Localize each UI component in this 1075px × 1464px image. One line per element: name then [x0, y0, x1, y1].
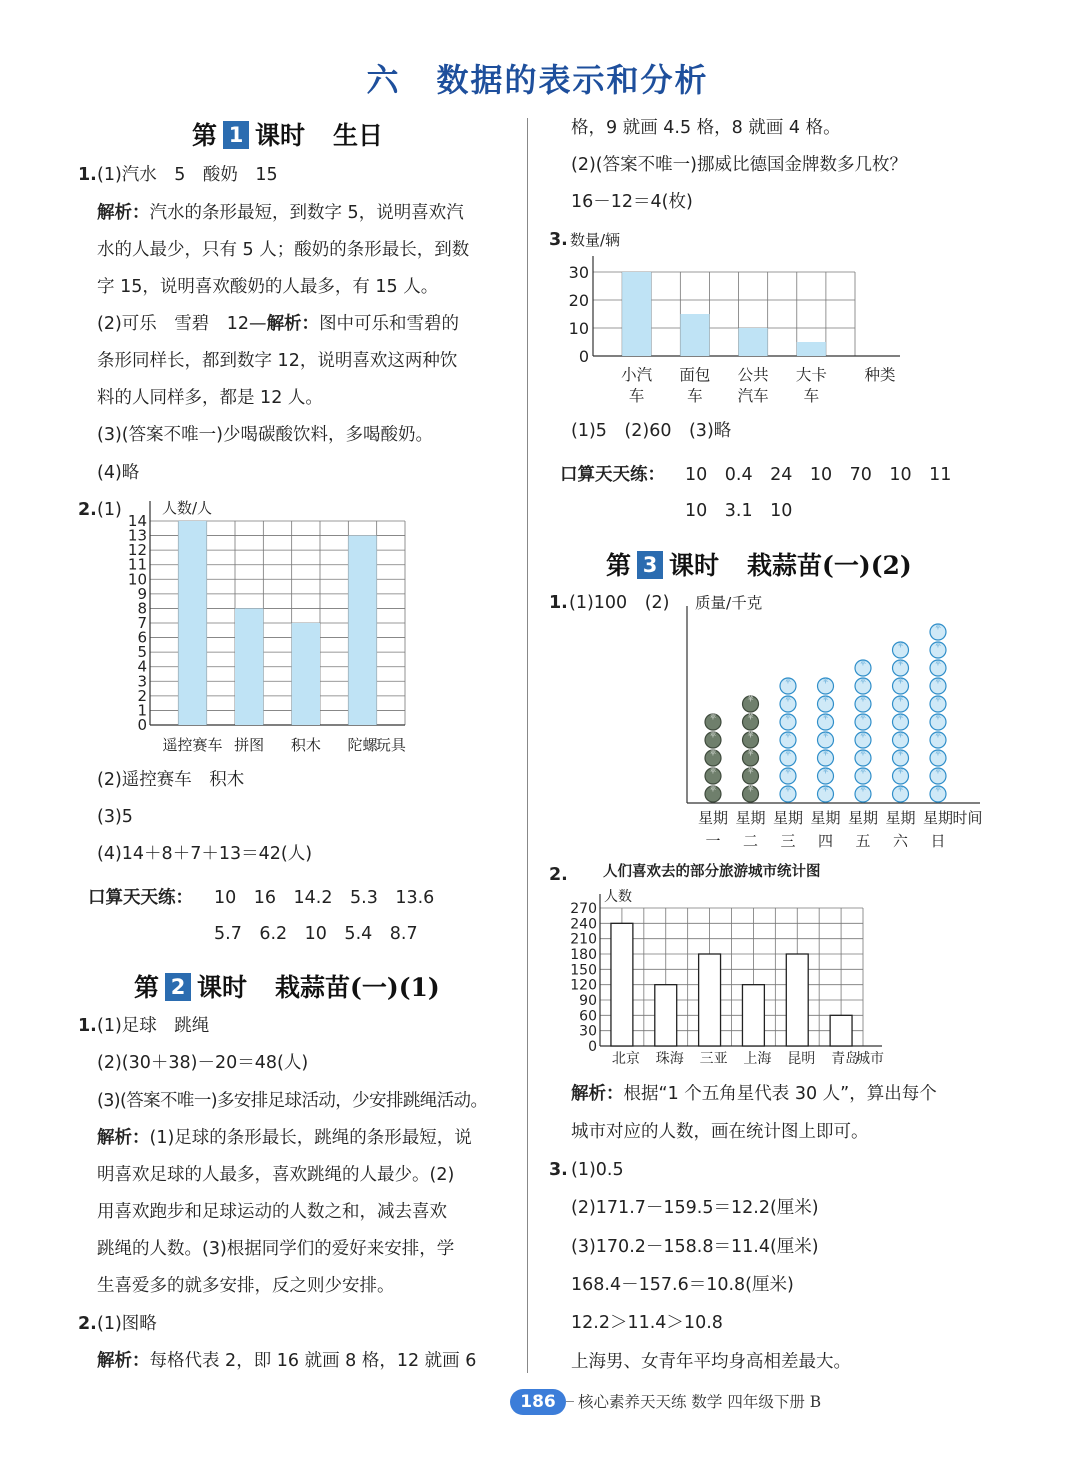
garlic-symbol-label: 苹	[897, 678, 904, 685]
chapter-title	[0, 55, 1075, 101]
y-tick-label: 120	[570, 977, 597, 994]
l1-q2-part1: (1)	[97, 500, 122, 520]
lesson3-name: 栽蒜苗(一)(2)	[747, 551, 912, 580]
analysis-label: 解析：	[97, 1128, 150, 1148]
lesson2-name: 栽蒜苗(一)(1)	[275, 973, 440, 1002]
lesson2-number-badge: 2	[165, 973, 191, 1001]
l2-q3-answer: (1)5 (2)60 (3)略	[571, 421, 732, 441]
l1-q1-analysis-line3: 字 15，说明喜欢酸奶的人最多，有 15 人。	[97, 277, 439, 297]
x-tick-label: 日	[930, 832, 946, 850]
bar-公共汽车	[739, 328, 768, 356]
garlic-symbol-label: 苹	[784, 732, 792, 739]
garlic-symbol-label: 苹	[934, 642, 942, 649]
y-tick-label: 0	[578, 347, 589, 366]
y-tick-label: 7	[137, 614, 147, 632]
y-tick-label: 150	[570, 962, 597, 979]
l1-q1-part2	[97, 314, 459, 335]
text-span: 根据“1 个五角星代表 30 人”，算出每个	[623, 1084, 937, 1104]
garlic-symbol-label: 苹	[784, 750, 792, 757]
city-bar-chart	[560, 858, 900, 1068]
x-tick-label: 三	[780, 832, 796, 850]
y-tick-label: 13	[127, 526, 147, 545]
x-tick-label: 汽车	[737, 387, 769, 405]
garlic-symbol-label: 苹	[709, 732, 717, 739]
bar-小汽车	[622, 272, 651, 356]
garlic-symbol-label: 苹	[747, 750, 754, 757]
l1-q1-analysis-line2: 水的人最少，只有 5 人；酸奶的条形最长，到数	[97, 240, 470, 260]
garlic-symbol-label: 苹	[859, 714, 867, 721]
l2-oral-row2: 10 3.1 10	[685, 501, 793, 521]
x-tick-label: 北京	[611, 1051, 640, 1067]
lesson1-pre: 第	[192, 121, 218, 150]
x-tick-label: 昆明	[787, 1051, 816, 1067]
y-tick-label: 1	[137, 701, 147, 720]
vehicle-bar-chart	[560, 226, 910, 412]
l2-q1-analysis-line3: 用喜欢跑步和足球运动的人数之和，减去喜欢	[97, 1202, 447, 1222]
y-tick-label: 0	[588, 1039, 597, 1055]
lesson1-heading	[192, 116, 383, 152]
garlic-symbol-label: 苹	[709, 786, 717, 793]
l3-q1-number: 1.	[549, 593, 568, 613]
bar-拼图	[235, 608, 263, 725]
x-tick-label: 公共	[737, 366, 769, 384]
y-axis-label: 质量/千克	[695, 594, 763, 612]
l2-oral-row1: 10 0.4 24 10 70 10 11	[685, 465, 952, 485]
garlic-symbol-label: 苹	[822, 714, 829, 721]
y-tick-label: 8	[137, 599, 147, 618]
y-tick-label: 10	[568, 319, 589, 338]
garlic-symbol-label: 苹	[934, 624, 942, 631]
garlic-symbol-label: 苹	[859, 660, 867, 667]
y-tick-label: 240	[570, 916, 597, 933]
lesson1-name: 生日	[333, 121, 384, 150]
garlic-symbol-label: 苹	[897, 768, 904, 775]
y-tick-label: 180	[570, 947, 597, 963]
chapter-number: 六	[366, 61, 401, 99]
garlic-symbol-label: 苹	[784, 768, 792, 775]
x-tick-label: 星期	[697, 809, 729, 827]
garlic-symbol-label: 苹	[859, 678, 867, 685]
lesson3-pre: 第	[606, 551, 632, 580]
garlic-symbol-label: 苹	[859, 750, 867, 757]
x-axis-label: 种类	[864, 366, 896, 384]
y-tick-label: 5	[137, 643, 147, 662]
x-tick-label: 陀螺	[347, 736, 378, 754]
bar-珠海	[655, 985, 677, 1046]
text-span: (2)可乐 雪碧 12—	[97, 314, 267, 334]
garlic-symbol-label: 苹	[897, 750, 904, 757]
bar-青岛	[830, 1015, 852, 1046]
l2-q2-part1: (1)图略	[97, 1314, 157, 1334]
l1-oral-row1: 10 16 14.2 5.3 13.6	[214, 888, 435, 908]
x-tick-label: 车	[628, 387, 645, 405]
lesson3-post: 课时	[669, 551, 720, 580]
text-line: 汽水的条形最短，到数字 5，说明喜欢汽	[149, 203, 464, 223]
x-tick-label: 车	[687, 387, 703, 405]
y-tick-label: 14	[127, 512, 147, 530]
x-tick-label: 四	[817, 832, 834, 850]
column-divider	[527, 118, 528, 1373]
y-tick-label: 3	[137, 672, 147, 691]
l2-q3-number: 3.	[549, 230, 568, 250]
garlic-symbol-label: 苹	[784, 786, 792, 793]
garlic-symbol-label: 苹	[822, 678, 829, 685]
l3-q1-part1: (1)100 (2)	[569, 593, 670, 613]
y-tick-label: 4	[137, 657, 147, 676]
y-tick-label: 10	[127, 570, 147, 589]
garlic-symbol-label: 苹	[822, 786, 829, 793]
l3-q3-number: 3.	[549, 1160, 568, 1180]
y-tick-label: 11	[127, 555, 147, 574]
bar-上海	[742, 985, 764, 1046]
l2-q1-analysis-line5: 生喜爱多的就多安排，反之则少安排。	[97, 1276, 395, 1296]
garlic-symbol-label: 苹	[709, 750, 717, 757]
l1-q1-analysis2-line1: 条形同样长，都到数字 12，说明喜欢这两种饮	[97, 351, 458, 371]
l1-q1-number: 1.	[78, 165, 97, 185]
l2-q1-part3: (3)(答案不唯一)多安排足球活动，少安排跳绳活动。	[97, 1091, 488, 1111]
x-tick-label: 星期	[772, 809, 804, 827]
y-tick-label: 6	[137, 628, 147, 647]
garlic-symbol-label: 苹	[934, 678, 942, 685]
garlic-symbol-label: 苹	[934, 732, 942, 739]
garlic-symbol-label: 苹	[934, 696, 942, 703]
l2-q1-analysis-line1	[97, 1128, 472, 1149]
x-tick-label: 星期	[922, 809, 954, 827]
garlic-symbol-label: 苹	[859, 768, 867, 775]
l2-q1-analysis-line4: 跳绳的人数。(3)根据同学们的爱好来安排，学	[97, 1239, 455, 1259]
y-tick-label: 30	[568, 263, 589, 282]
lesson2-post: 课时	[197, 973, 248, 1002]
text-span: 图中可乐和雪碧的	[319, 314, 460, 334]
l1-q1-part1: (1)汽水 5 酸奶 15	[97, 165, 278, 185]
l1-q1-analysis2-line2: 料的人同样多，都是 12 人。	[97, 388, 323, 408]
garlic-symbol-label: 苹	[784, 678, 792, 685]
garlic-symbol-label: 苹	[747, 732, 754, 739]
y-tick-label: 30	[579, 1023, 597, 1040]
l2-q1-part1: (1)足球 跳绳	[97, 1016, 210, 1036]
garlic-symbol-label: 苹	[822, 768, 829, 775]
bar-积木	[292, 623, 320, 725]
y-axis-label: 数量/辆	[570, 231, 621, 249]
y-tick-label: 270	[570, 901, 597, 917]
x-axis-label: 玩具	[375, 736, 406, 754]
garlic-symbol-label: 苹	[784, 714, 792, 721]
y-axis-label: 人数/人	[162, 499, 213, 517]
l1-q1-part3: (3)(答案不唯一)少喝碳酸饮料，多喝酸奶。	[97, 425, 433, 445]
page-number: 186	[510, 1389, 566, 1415]
x-tick-label: 星期	[885, 809, 916, 827]
y-axis-label: 人数	[604, 889, 632, 905]
footer-text: 核心素养天天练 数学 四年级下册 B	[578, 1393, 822, 1411]
l3-q2-analysis-line1	[571, 1084, 937, 1105]
lesson3-heading	[606, 546, 912, 582]
l3-q3-part4: 168.4－157.6＝10.8(厘米)	[571, 1275, 794, 1295]
garlic-symbol-label: 苹	[897, 696, 904, 703]
garlic-symbol-label: 苹	[934, 768, 942, 775]
garlic-pictograph	[680, 588, 1000, 850]
x-tick-label: 星期	[735, 809, 766, 827]
l1-q1-analysis-line1	[97, 203, 464, 224]
lesson1-number-badge: 1	[223, 121, 249, 149]
bar-北京	[611, 923, 633, 1046]
analysis-label: 解析：	[571, 1084, 624, 1104]
l2-q2-part2-answer: 16－12＝4(枚)	[571, 192, 693, 212]
garlic-symbol-label: 苹	[822, 732, 829, 739]
x-tick-label: 拼图	[234, 736, 265, 754]
chapter-name: 数据的表示和分析	[436, 61, 709, 99]
x-axis-label: 时间	[952, 809, 983, 827]
bar-大卡车	[797, 342, 826, 356]
l1-q2-number: 2.	[78, 500, 97, 520]
x-tick-label: 五	[855, 832, 871, 850]
l1-q2-part2: (2)遥控赛车 积木	[97, 770, 245, 790]
l3-q3-part1: (1)0.5	[571, 1160, 624, 1180]
garlic-symbol-label: 苹	[934, 714, 942, 721]
text-span: 每格代表 2，即 16 就画 8 格，12 就画 6	[149, 1351, 477, 1371]
garlic-symbol-label: 苹	[784, 696, 792, 703]
garlic-symbol-label: 苹	[934, 660, 942, 667]
x-tick-label: 二	[742, 832, 759, 850]
garlic-symbol-label: 苹	[897, 714, 904, 721]
l3-q3-part3: (3)170.2－158.8＝11.4(厘米)	[571, 1237, 819, 1257]
y-tick-label: 2	[137, 686, 147, 705]
garlic-symbol-label: 苹	[897, 642, 904, 649]
y-tick-label: 0	[137, 716, 147, 734]
analysis-label: 解析：	[266, 314, 320, 334]
chart-title: 人们喜欢去的部分旅游城市统计图	[603, 864, 821, 880]
garlic-symbol-label: 苹	[747, 786, 754, 793]
l1-q1-part4: (4)略	[97, 463, 140, 483]
garlic-symbol-label: 苹	[709, 714, 717, 721]
y-tick-label: 60	[579, 1008, 597, 1025]
l3-q2-number: 2.	[549, 865, 568, 885]
bar-面包车	[680, 314, 709, 356]
l2-oral-label: 口算天天练：	[560, 465, 665, 485]
bar-陀螺	[348, 536, 376, 725]
bar-三亚	[699, 954, 721, 1046]
x-tick-label: 三亚	[699, 1051, 728, 1067]
garlic-symbol-label: 苹	[822, 696, 829, 703]
l3-q2-analysis-line2: 城市对应的人数，画在统计图上即可。	[571, 1122, 869, 1142]
text-span: (1)足球的条形最长，跳绳的条形最短，说	[149, 1128, 472, 1148]
x-tick-label: 一	[705, 832, 721, 850]
garlic-symbol-label: 苹	[747, 768, 754, 775]
l2-q1-number: 1.	[78, 1016, 97, 1036]
y-tick-label: 90	[579, 993, 597, 1009]
bar-遥控赛车	[178, 521, 206, 725]
y-tick-label: 210	[570, 931, 597, 948]
l2-q2-number: 2.	[78, 1314, 97, 1334]
garlic-symbol-label: 苹	[859, 696, 867, 703]
garlic-symbol-label: 苹	[897, 660, 904, 667]
x-tick-label: 车	[803, 387, 820, 405]
garlic-symbol-label: 苹	[859, 732, 867, 739]
l3-q3-part5: 12.2＞11.4＞10.8	[571, 1313, 723, 1333]
garlic-symbol-label: 苹	[747, 696, 754, 703]
x-tick-label: 上海	[743, 1051, 772, 1067]
x-tick-label: 积木	[290, 736, 321, 754]
garlic-symbol-label: 苹	[709, 768, 717, 775]
garlic-symbol-label: 苹	[822, 750, 829, 757]
l2-q2-analysis-line1	[97, 1351, 476, 1372]
y-tick-label: 20	[568, 291, 589, 310]
x-tick-label: 大卡	[795, 366, 827, 384]
x-tick-label: 遥控赛车	[162, 736, 223, 754]
l3-q3-part6: 上海男、女青年平均身高相差最大。	[571, 1352, 851, 1372]
l2-q2-analysis-line2: 格，9 就画 4.5 格，8 就画 4 格。	[571, 118, 841, 138]
x-tick-label: 六	[892, 832, 909, 850]
bar-昆明	[786, 954, 808, 1046]
l1-q2-part4: (4)14＋8＋7＋13＝42(人)	[97, 844, 313, 864]
analysis-label: 解析：	[97, 203, 150, 223]
toy-bar-chart	[120, 496, 440, 758]
lesson2-pre: 第	[134, 973, 160, 1002]
l1-oral-label: 口算天天练：	[88, 888, 193, 908]
l1-oral-row2: 5.7 6.2 10 5.4 8.7	[214, 924, 418, 944]
x-axis-label: 城市	[855, 1051, 884, 1067]
l2-q1-part2: (2)(30＋38)－20＝48(人)	[97, 1053, 309, 1073]
x-tick-label: 青岛	[831, 1051, 860, 1067]
y-tick-label: 12	[127, 541, 147, 560]
l2-q1-analysis-line2: 明喜欢足球的人最多，喜欢跳绳的人最少。(2)	[97, 1165, 455, 1185]
garlic-symbol-label: 苹	[897, 786, 904, 793]
y-tick-label: 9	[137, 584, 147, 603]
x-tick-label: 小汽	[621, 366, 653, 384]
garlic-symbol-label: 苹	[859, 786, 867, 793]
lesson1-post: 课时	[255, 121, 306, 150]
lesson3-number-badge: 3	[637, 551, 663, 579]
x-tick-label: 面包	[679, 366, 711, 384]
footer-divider	[566, 1401, 574, 1402]
garlic-symbol-label: 苹	[747, 714, 754, 721]
lesson2-heading	[134, 968, 440, 1004]
analysis-label: 解析：	[97, 1351, 150, 1371]
x-tick-label: 星期	[847, 809, 879, 827]
garlic-symbol-label: 苹	[897, 732, 904, 739]
l2-q2-part2: (2)(答案不唯一)挪威比德国金牌数多几枚？	[571, 155, 907, 175]
l1-q2-part3: (3)5	[97, 807, 133, 827]
garlic-symbol-label: 苹	[934, 786, 942, 793]
garlic-symbol-label: 苹	[934, 750, 942, 757]
l3-q3-part2: (2)171.7－159.5＝12.2(厘米)	[571, 1198, 819, 1218]
x-tick-label: 星期	[810, 809, 841, 827]
x-tick-label: 珠海	[655, 1051, 684, 1067]
